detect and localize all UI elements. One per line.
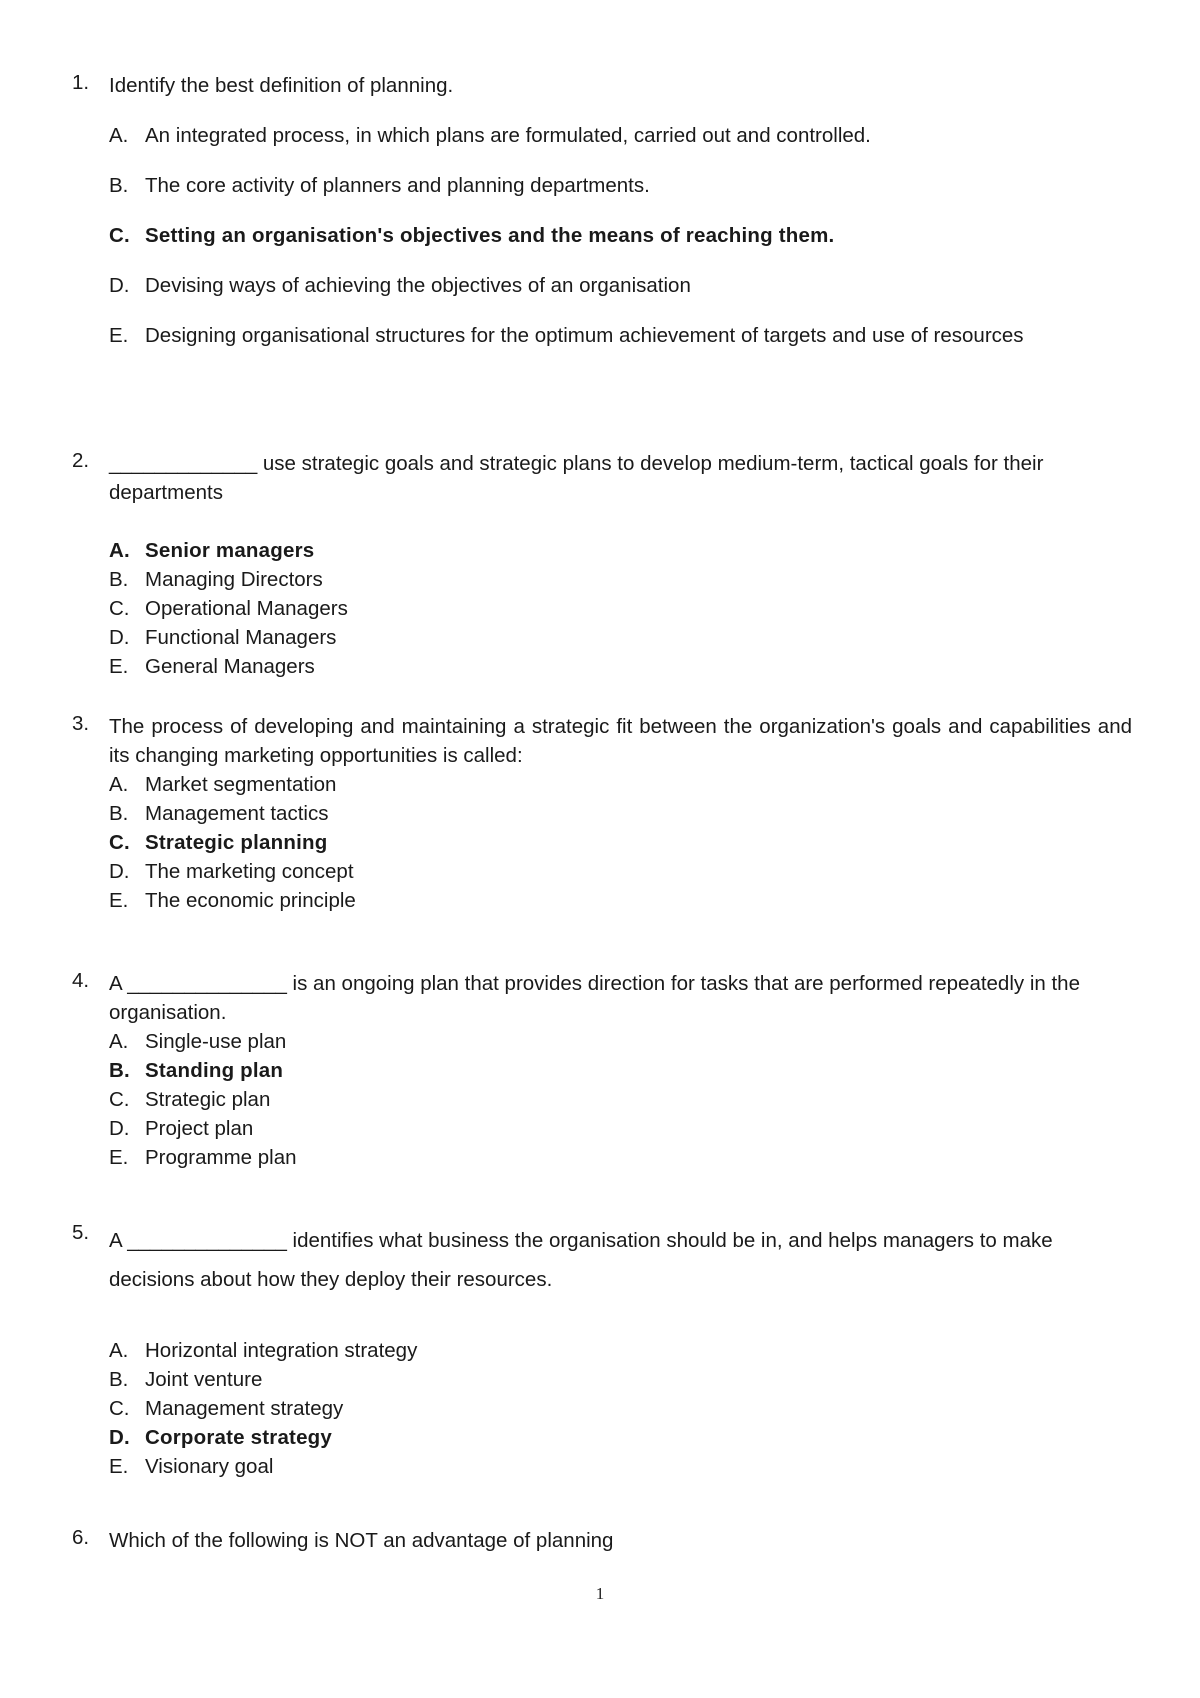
option-letter: A.	[109, 124, 129, 147]
option-letter: D.	[109, 1426, 130, 1449]
option-letter: C.	[109, 831, 130, 854]
option-list	[72, 536, 1132, 681]
option-text: Corporate strategy	[145, 1426, 333, 1449]
option-letter: D.	[109, 274, 130, 297]
option-a	[72, 1027, 1132, 1056]
option-list	[72, 121, 1132, 350]
question-number: 2.	[72, 449, 90, 472]
option-text: Managing Directors	[145, 568, 323, 591]
question-number: 5.	[72, 1221, 90, 1244]
option-text: The marketing concept	[145, 860, 354, 883]
option-b	[72, 171, 1132, 200]
option-letter: A.	[109, 539, 130, 562]
question-1	[72, 71, 1132, 371]
option-letter: E.	[109, 1146, 129, 1169]
option-text: Standing plan	[145, 1059, 284, 1082]
option-letter: E.	[109, 1455, 129, 1478]
option-letter: B.	[109, 1059, 130, 1082]
option-e	[72, 1143, 1132, 1172]
option-text: The core activity of planners and planning departments.	[145, 174, 650, 197]
question-4	[72, 969, 1132, 1172]
option-b	[72, 565, 1132, 594]
option-text: Programme plan	[145, 1146, 297, 1169]
option-list	[72, 1027, 1132, 1172]
option-letter: E.	[109, 655, 129, 678]
option-letter: C.	[109, 224, 130, 247]
option-a	[72, 1336, 1132, 1365]
question-number: 6.	[72, 1526, 90, 1549]
option-list	[72, 770, 1132, 915]
option-a	[72, 121, 1132, 150]
option-text: Market segmentation	[145, 773, 337, 796]
option-text: The economic principle	[145, 889, 356, 912]
option-b	[72, 799, 1132, 828]
option-letter: C.	[109, 1397, 130, 1420]
option-d-correct	[72, 1423, 1132, 1452]
option-text: Visionary goal	[145, 1455, 274, 1478]
option-list	[72, 1336, 1132, 1481]
option-text: Designing organisational structures for the optimum achievement of targets and use of resources	[145, 324, 1024, 347]
question-2	[72, 449, 1132, 681]
option-letter: B.	[109, 568, 129, 591]
question-stem: _____________ use strategic goals and strategic plans to develop medium-term, tactical goals for their departments	[109, 452, 1044, 504]
question-stem: The process of developing and maintaining a strategic fit between the organization's goals and capabilities and its changing marketing opportunities is called:	[109, 715, 1132, 767]
option-text: Project plan	[145, 1117, 254, 1140]
option-c-correct	[72, 221, 1132, 250]
option-b-correct	[72, 1056, 1132, 1085]
option-letter: E.	[109, 889, 129, 912]
option-letter: D.	[109, 860, 130, 883]
question-stem: A ______________ is an ongoing plan that provides direction for tasks that are performed repeatedly in the organisation.	[109, 972, 1080, 1024]
option-a	[72, 770, 1132, 799]
option-letter: A.	[109, 773, 129, 796]
option-text: Management strategy	[145, 1397, 344, 1420]
option-letter: B.	[109, 802, 129, 825]
option-letter: D.	[109, 1117, 130, 1140]
option-c	[72, 1085, 1132, 1114]
question-6	[72, 1526, 1132, 1555]
question-5	[72, 1221, 1132, 1481]
option-d	[72, 1114, 1132, 1143]
option-text: An integrated process, in which plans are formulated, carried out and controlled.	[145, 124, 871, 147]
option-text: Horizontal integration strategy	[145, 1339, 418, 1362]
option-letter: B.	[109, 1368, 129, 1391]
option-text: Management tactics	[145, 802, 329, 825]
option-text: Single-use plan	[145, 1030, 287, 1053]
question-number: 4.	[72, 969, 90, 992]
option-text: General Managers	[145, 655, 315, 678]
option-letter: D.	[109, 626, 130, 649]
option-e	[72, 1452, 1132, 1481]
question-number: 1.	[72, 71, 90, 94]
question-3	[72, 712, 1132, 915]
option-text: Strategic planning	[145, 831, 328, 854]
question-stem: Which of the following is NOT an advantage of planning	[109, 1529, 614, 1552]
option-b	[72, 1365, 1132, 1394]
option-letter: C.	[109, 597, 130, 620]
option-letter: B.	[109, 174, 129, 197]
option-text: Devising ways of achieving the objectives of an organisation	[145, 274, 691, 297]
option-e	[72, 321, 1132, 350]
option-e	[72, 886, 1132, 915]
option-d	[72, 271, 1132, 300]
option-text: Joint venture	[145, 1368, 263, 1391]
option-c	[72, 594, 1132, 623]
page-number: 1	[595, 1584, 605, 1603]
option-text: Functional Managers	[145, 626, 337, 649]
option-letter: C.	[109, 1088, 130, 1111]
option-a-correct	[72, 536, 1132, 565]
option-letter: A.	[109, 1339, 129, 1362]
option-d	[72, 623, 1132, 652]
option-letter: A.	[109, 1030, 129, 1053]
option-text: Setting an organisation's objectives and the means of reaching them.	[145, 224, 835, 247]
option-c	[72, 1394, 1132, 1423]
question-number: 3.	[72, 712, 90, 735]
question-stem: Identify the best definition of planning.	[109, 74, 454, 97]
option-c-correct	[72, 828, 1132, 857]
option-letter: E.	[109, 324, 129, 347]
option-e	[72, 652, 1132, 681]
option-text: Operational Managers	[145, 597, 348, 620]
question-stem: A ______________ identifies what business the organisation should be in, and helps managers to make decisions about how they deploy their resources.	[109, 1229, 1053, 1291]
option-text: Senior managers	[145, 539, 315, 562]
option-text: Strategic plan	[145, 1088, 271, 1111]
option-d	[72, 857, 1132, 886]
